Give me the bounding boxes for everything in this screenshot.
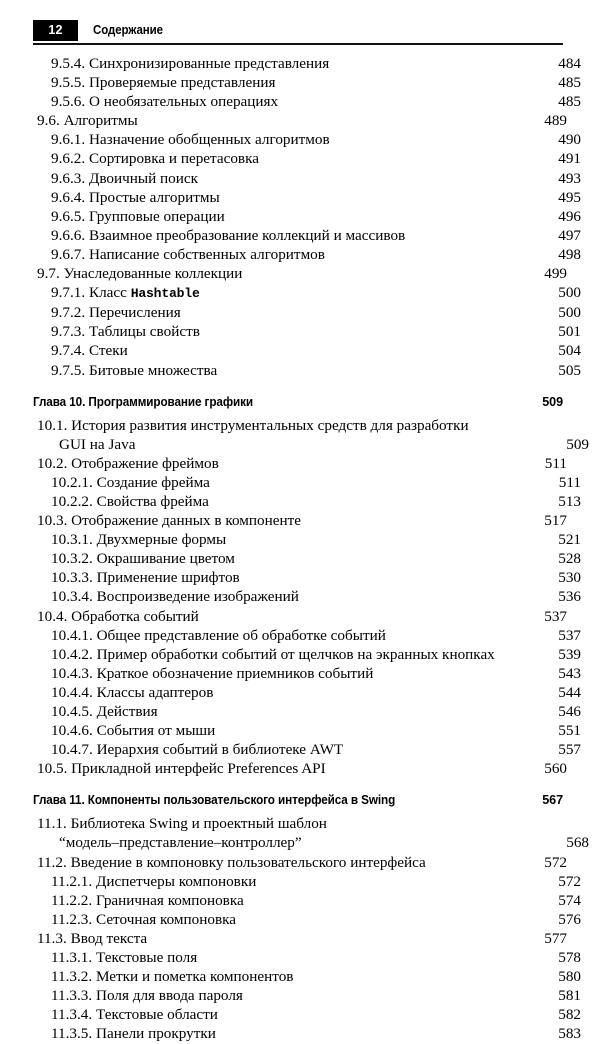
- toc-list: [33, 54, 589, 1044]
- toc-entry-label: 9.6.1. Назначение обобщенных алгоритмов: [51, 131, 330, 149]
- toc-entry-label: 9.6. Алгоритмы: [37, 112, 138, 130]
- toc-entry-label: 11.1. Библиотека Swing и проектный шаблон: [37, 815, 327, 833]
- toc-entry-row[interactable]: [33, 645, 581, 664]
- toc-entry-row[interactable]: [33, 111, 567, 130]
- toc-page-number: 577: [544, 929, 567, 947]
- toc-entry-label: 11.2.3. Сеточная компоновка: [51, 910, 237, 928]
- toc-entry-label: 11.2. Введение в компоновку пользовательского интерфейса: [37, 853, 426, 871]
- header-rule: [33, 43, 563, 45]
- toc-page-number: 517: [544, 512, 567, 530]
- toc-page-number: 551: [558, 722, 581, 740]
- toc-entry-row[interactable]: [33, 341, 581, 360]
- toc-entry-label: 10.2. Отображение фреймов: [37, 454, 219, 472]
- toc-entry-row[interactable]: [33, 361, 581, 380]
- toc-entry-label: 10.4.6. События от мыши: [51, 722, 216, 740]
- toc-entry-label: 9.5.4. Синхронизированные представления: [51, 55, 330, 72]
- toc-entry-row[interactable]: [33, 264, 567, 283]
- toc-page-number: 583: [558, 1025, 581, 1043]
- toc-entry-label: 10.4.2. Пример обработки событий от щелчков на экранных кнопках: [51, 645, 495, 663]
- toc-page-number: 500: [558, 284, 581, 302]
- toc-entry-row[interactable]: [33, 967, 581, 986]
- toc-entry-row[interactable]: [33, 188, 581, 207]
- toc-entry-row[interactable]: [33, 130, 581, 149]
- toc-page-number: 500: [558, 304, 581, 322]
- toc-entry-row[interactable]: [33, 245, 581, 264]
- toc-entry-row[interactable]: [33, 435, 589, 454]
- toc-entry-row[interactable]: [33, 73, 581, 92]
- toc-page-number: 511: [544, 454, 567, 472]
- toc-entry-row[interactable]: [33, 833, 589, 852]
- toc-page-number: 509: [542, 394, 563, 409]
- toc-page-number: 539: [558, 645, 581, 663]
- toc-chapter-row[interactable]: [33, 791, 563, 810]
- toc-page-number: 497: [558, 226, 581, 244]
- toc-page-number: 582: [558, 1006, 581, 1024]
- toc-entry-row[interactable]: [33, 322, 581, 341]
- toc-entry-label: 10.3.3. Применение шрифтов: [51, 569, 240, 587]
- header-title: Содержание: [93, 23, 163, 37]
- toc-page-number: 574: [558, 891, 581, 909]
- toc-entry-label: 9.6.4. Простые алгоритмы: [51, 188, 220, 206]
- toc-entry-row[interactable]: [33, 702, 581, 721]
- toc-entry-label: 11.3.1. Текстовые поля: [51, 949, 198, 967]
- toc-entry-label: 10.4. Обработка событий: [37, 607, 199, 625]
- toc-entry-label: 9.7.4. Стеки: [51, 342, 128, 360]
- toc-entry-label: 10.3. Отображение данных в компоненте: [37, 512, 301, 530]
- toc-page-number: 546: [558, 703, 581, 720]
- toc-entry-row[interactable]: [33, 511, 567, 530]
- toc-entry-label: 10.3.2. Окрашивание цветом: [51, 550, 235, 568]
- toc-entry-row[interactable]: [33, 207, 581, 226]
- toc-entry-label: 11.3.3. Поля для ввода пароля: [51, 987, 243, 1005]
- toc-entry-label: 9.5.5. Проверяемые представления: [51, 74, 276, 92]
- toc-entry-label: 9.7. Унаследованные коллекции: [37, 265, 243, 283]
- toc-entry-row[interactable]: [33, 664, 581, 683]
- toc-entry-label: 9.6.3. Двоичный поиск: [51, 169, 198, 187]
- toc-page-number: 567: [542, 793, 563, 808]
- toc-page-number: 495: [558, 188, 581, 206]
- toc-page-number: 504: [558, 342, 581, 360]
- toc-entry-row[interactable]: [33, 587, 581, 606]
- toc-entry-label: 11.2.2. Граничная компоновка: [51, 891, 244, 909]
- toc-page-number: 560: [544, 760, 567, 778]
- toc-page-number: 530: [558, 569, 581, 587]
- toc-entry-row[interactable]: [33, 283, 581, 303]
- toc-page-number: 498: [558, 245, 581, 263]
- toc-page-number: 493: [558, 169, 581, 187]
- toc-entry-row[interactable]: [33, 891, 581, 910]
- toc-page-number: 511: [558, 473, 581, 491]
- toc-entry-label: 10.4.7. Иерархия событий в библиотеке AWT: [51, 741, 344, 759]
- toc-page-number: 537: [558, 626, 581, 644]
- toc-entry-label: 9.7.1. Класс Hashtable: [51, 284, 200, 302]
- toc-entry-row[interactable]: [33, 492, 581, 511]
- toc-entry-label: 9.7.5. Битовые множества: [51, 361, 218, 379]
- toc-page-number: 485: [558, 93, 581, 111]
- toc-page-number: 536: [558, 588, 581, 606]
- toc-chapter-row[interactable]: [33, 393, 563, 412]
- toc-entry-label: 10.3.4. Воспроизведение изображений: [51, 588, 299, 606]
- toc-entry-row[interactable]: [33, 568, 581, 587]
- toc-page-number: 521: [558, 531, 581, 549]
- toc-entry-label: 9.6.5. Групповые операции: [51, 207, 225, 225]
- toc-entry-label: 10.5. Прикладной интерфейс Preferences API: [37, 760, 326, 778]
- toc-entry-label: GUI на Java: [59, 435, 136, 453]
- toc-entry-row[interactable]: [33, 149, 581, 168]
- toc-entry-label: 9.7.2. Перечисления: [51, 304, 181, 322]
- toc-entry-label: 10.4.1. Общее представление об обработке событий: [51, 626, 386, 644]
- toc-entry-label: 9.5.6. О необязательных операциях: [51, 93, 279, 111]
- toc-entry-row[interactable]: [33, 549, 581, 568]
- toc-page-number: 580: [558, 968, 581, 986]
- toc-entry-row[interactable]: [33, 759, 567, 778]
- toc-entry-row[interactable]: [33, 853, 567, 872]
- toc-page-number: 505: [558, 361, 581, 379]
- toc-page-number: 572: [544, 853, 567, 871]
- toc-entry-row[interactable]: [33, 683, 581, 702]
- toc-entry-row[interactable]: [33, 454, 567, 473]
- toc-entry-label: Глава 10. Программирование графики: [33, 394, 253, 409]
- toc-entry-row[interactable]: [33, 948, 581, 967]
- toc-page-number: 509: [566, 435, 589, 453]
- toc-page-number: 543: [558, 664, 581, 682]
- toc-entry-row[interactable]: [33, 473, 581, 492]
- toc-page-number: 576: [558, 910, 581, 928]
- toc-entry-row[interactable]: [33, 740, 581, 759]
- toc-entry-row[interactable]: [33, 814, 567, 833]
- toc-page-number: 544: [558, 683, 581, 701]
- toc-entry-label: 11.3.4. Текстовые области: [51, 1006, 218, 1024]
- folio-number: 12: [48, 23, 63, 37]
- toc-page-number: 581: [558, 987, 581, 1005]
- toc-entry-row[interactable]: [33, 872, 581, 891]
- toc-page-number: 572: [558, 872, 581, 890]
- toc-entry-label: 10.2.1. Создание фрейма: [51, 473, 210, 491]
- toc-page-number: 489: [544, 112, 567, 130]
- toc-entry-label: 11.3.5. Панели прокрутки: [51, 1025, 216, 1043]
- toc-entry-label: 9.6.7. Написание собственных алгоритмов: [51, 245, 325, 263]
- toc-entry-row[interactable]: [33, 721, 581, 740]
- toc-entry-row[interactable]: [33, 607, 567, 626]
- toc-entry-label: 11.3. Ввод текста: [37, 929, 148, 947]
- toc-page-number: 528: [558, 550, 581, 568]
- toc-entry-label: 10.4.4. Классы адаптеров: [51, 683, 214, 701]
- toc-entry-row[interactable]: [33, 54, 581, 73]
- toc-entry-label: 10.2.2. Свойства фрейма: [51, 492, 209, 510]
- toc-page-number: 484: [558, 55, 581, 72]
- toc-entry-label: 10.4.5. Действия: [51, 703, 158, 720]
- toc-entry-row[interactable]: [33, 169, 581, 188]
- toc-entry-row[interactable]: [33, 416, 567, 435]
- toc-entry-row[interactable]: [33, 530, 581, 549]
- toc-entry-row[interactable]: [33, 910, 581, 929]
- toc-entry-label: 10.3.1. Двухмерные формы: [51, 531, 227, 549]
- toc-entry-label: “модель–представление–контроллер”: [59, 834, 302, 852]
- toc-entry-label: 10.4.3. Краткое обозначение приемников событий: [51, 664, 374, 682]
- toc-entry-row[interactable]: [33, 986, 581, 1005]
- toc-entry-row[interactable]: [33, 226, 581, 245]
- toc-entry-label: 9.7.3. Таблицы свойств: [51, 323, 200, 341]
- toc-entry-label: Глава 11. Компоненты пользовательского интерфейса в Swing: [33, 793, 396, 808]
- toc-page-number: 537: [544, 607, 567, 625]
- toc-entry-label: 9.6.6. Взаимное преобразование коллекций и массивов: [51, 226, 406, 244]
- toc-entry-row[interactable]: [33, 626, 581, 645]
- toc-entry-row[interactable]: [33, 929, 567, 948]
- toc-page-number: 568: [566, 834, 589, 852]
- toc-entry-label: 10.1. История развития инструментальных средств для разработки: [37, 416, 469, 434]
- toc-page-number: 491: [558, 150, 581, 168]
- toc-page-number: 490: [558, 131, 581, 149]
- toc-page-number: 501: [558, 323, 581, 341]
- toc-entry-label: 11.3.2. Метки и пометка компонентов: [51, 968, 294, 986]
- toc-entry-code: Hashtable: [130, 286, 200, 302]
- toc-entry-label: 9.6.2. Сортировка и перетасовка: [51, 150, 259, 168]
- toc-entry-label: 11.2.1. Диспетчеры компоновки: [51, 872, 257, 890]
- toc-page-number: 557: [558, 741, 581, 759]
- toc-page-number: 578: [558, 949, 581, 967]
- toc-entry-row[interactable]: [33, 303, 581, 322]
- toc-page-number: 485: [558, 74, 581, 92]
- toc-page-number: 496: [558, 207, 581, 225]
- toc-page-number: 499: [544, 265, 567, 283]
- toc-entry-row[interactable]: [33, 1024, 581, 1043]
- toc-page-number: 513: [558, 492, 581, 510]
- toc-entry-row[interactable]: [33, 1005, 581, 1024]
- toc-entry-row[interactable]: [33, 92, 581, 111]
